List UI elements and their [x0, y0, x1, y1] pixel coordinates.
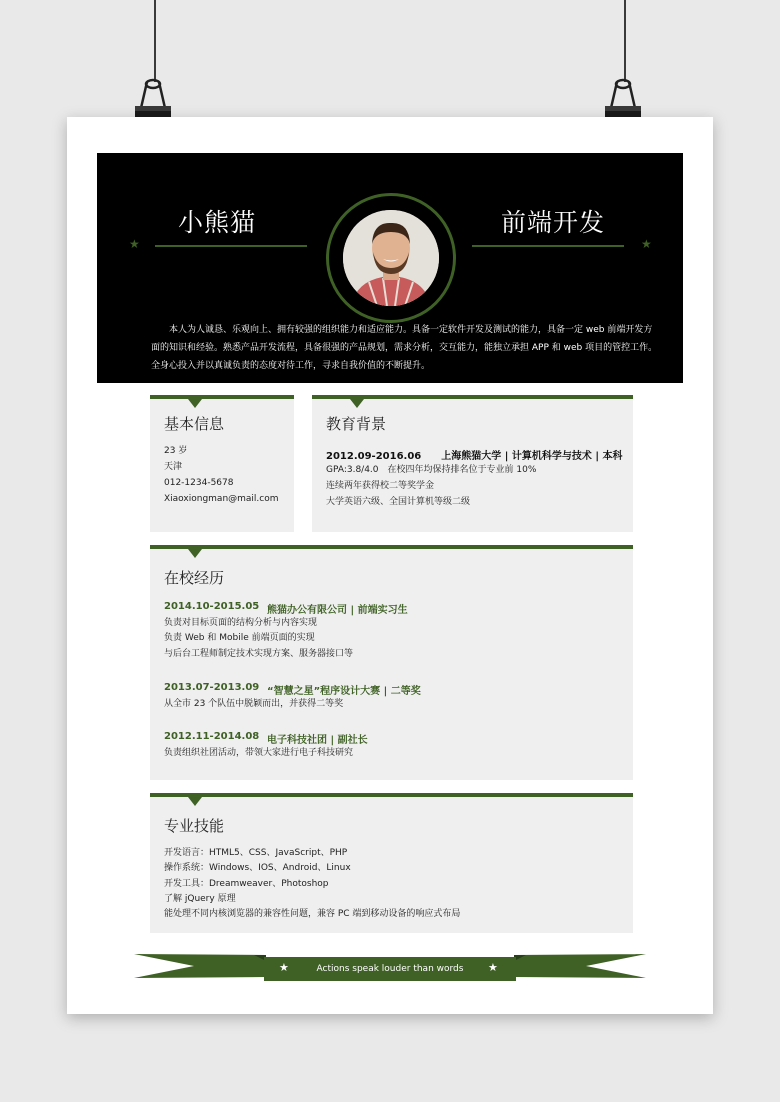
city: 天津	[164, 462, 183, 472]
star-icon: ★	[279, 961, 289, 974]
card-pointer	[188, 797, 202, 806]
experience-line: 负责组织社团活动，带领大家进行电子科技研究	[164, 748, 354, 758]
card-pointer	[350, 399, 364, 408]
hanging-wire-left	[154, 0, 156, 82]
header-divider-left	[155, 245, 307, 247]
avatar-ring	[326, 193, 456, 323]
hanging-wire-right	[624, 0, 626, 82]
email: Xiaoxiongman@mail.com	[164, 494, 279, 504]
star-icon: ★	[641, 237, 652, 251]
experience-org: 电子科技社团 | 副社长	[267, 735, 368, 746]
star-icon: ★	[129, 237, 140, 251]
candidate-name: 小熊猫	[178, 208, 257, 237]
skill-line: 了解 jQuery 原理	[164, 894, 236, 904]
experience-org: “智慧之星”程序设计大赛 | 二等奖	[267, 686, 421, 697]
star-icon: ★	[488, 961, 498, 974]
job-title: 前端开发	[501, 208, 606, 237]
experience-line: 负责对目标页面的结构分析与内容实现	[164, 618, 318, 628]
basic-info-card	[150, 395, 294, 532]
skill-line: 操作系统：Windows、IOS、Android、Linux	[164, 863, 351, 873]
experience-line: 负责 Web 和 Mobile 前端页面的实现	[164, 633, 315, 643]
resume-header	[97, 153, 683, 383]
education-gpa: GPA:3.8/4.0 在校四年均保持排名位于专业前 10%	[326, 465, 537, 475]
campus-title: 在校经历	[164, 569, 225, 587]
skill-line: 能处理不同内核浏览器的兼容性问题，兼容 PC 端到移动设备的响应式布局	[164, 909, 461, 919]
card-accent-bar	[150, 545, 633, 549]
campus-experience-card	[150, 545, 633, 780]
experience-org: 熊猫办公有限公司 | 前端实习生	[267, 605, 408, 616]
experience-line: 从全市 23 个队伍中脱颖而出，并获得二等奖	[164, 699, 344, 709]
experience-date: 2013.07-2013.09	[164, 682, 260, 693]
card-pointer	[188, 399, 202, 408]
skill-line: 开发语言：HTML5、CSS、JavaScript、PHP	[164, 848, 348, 858]
experience-date: 2014.10-2015.05	[164, 601, 260, 612]
education-certificates: 大学英语六级、全国计算机等级二级	[326, 497, 471, 507]
avatar	[343, 210, 439, 306]
card-accent-bar	[150, 395, 294, 399]
skills-title: 专业技能	[164, 817, 225, 835]
card-accent-bar	[150, 793, 633, 797]
education-scholarship: 连续两年获得校二等奖学金	[326, 481, 435, 491]
education-title: 教育背景	[326, 415, 387, 433]
skill-line: 开发工具：Dreamweaver、Photoshop	[164, 879, 329, 889]
education-headline: 2012.09-2016.06 上海熊猫大学 | 计算机科学与技术 | 本科	[326, 451, 623, 462]
motto-text: Actions speak louder than words	[316, 964, 464, 974]
skills-card	[150, 793, 633, 933]
phone: 012-1234-5678	[164, 478, 234, 488]
card-pointer	[188, 549, 202, 558]
header-divider-right	[472, 245, 624, 247]
education-card	[312, 395, 633, 532]
self-introduction: 本人为人诚恳、乐观向上、拥有较强的组织能力和适应能力。具备一定软件开发及测试的能力，具备一定 web 前端开发方面的知识和经验。熟悉产品开发流程，具备很强的产品规划，需求分析，交互能力，能独立承担 APP 和 web 项目的管控工作。全身心投入并以真诚负责的态度对待工作，寻求自我价值的不断提升。	[151, 325, 658, 371]
motto-ribbon	[134, 947, 646, 987]
basic-info-title: 基本信息	[164, 415, 225, 433]
age: 23 岁	[164, 446, 188, 456]
experience-date: 2012.11-2014.08	[164, 731, 260, 742]
experience-line: 与后台工程师制定技术实现方案、服务器接口等	[164, 649, 354, 659]
